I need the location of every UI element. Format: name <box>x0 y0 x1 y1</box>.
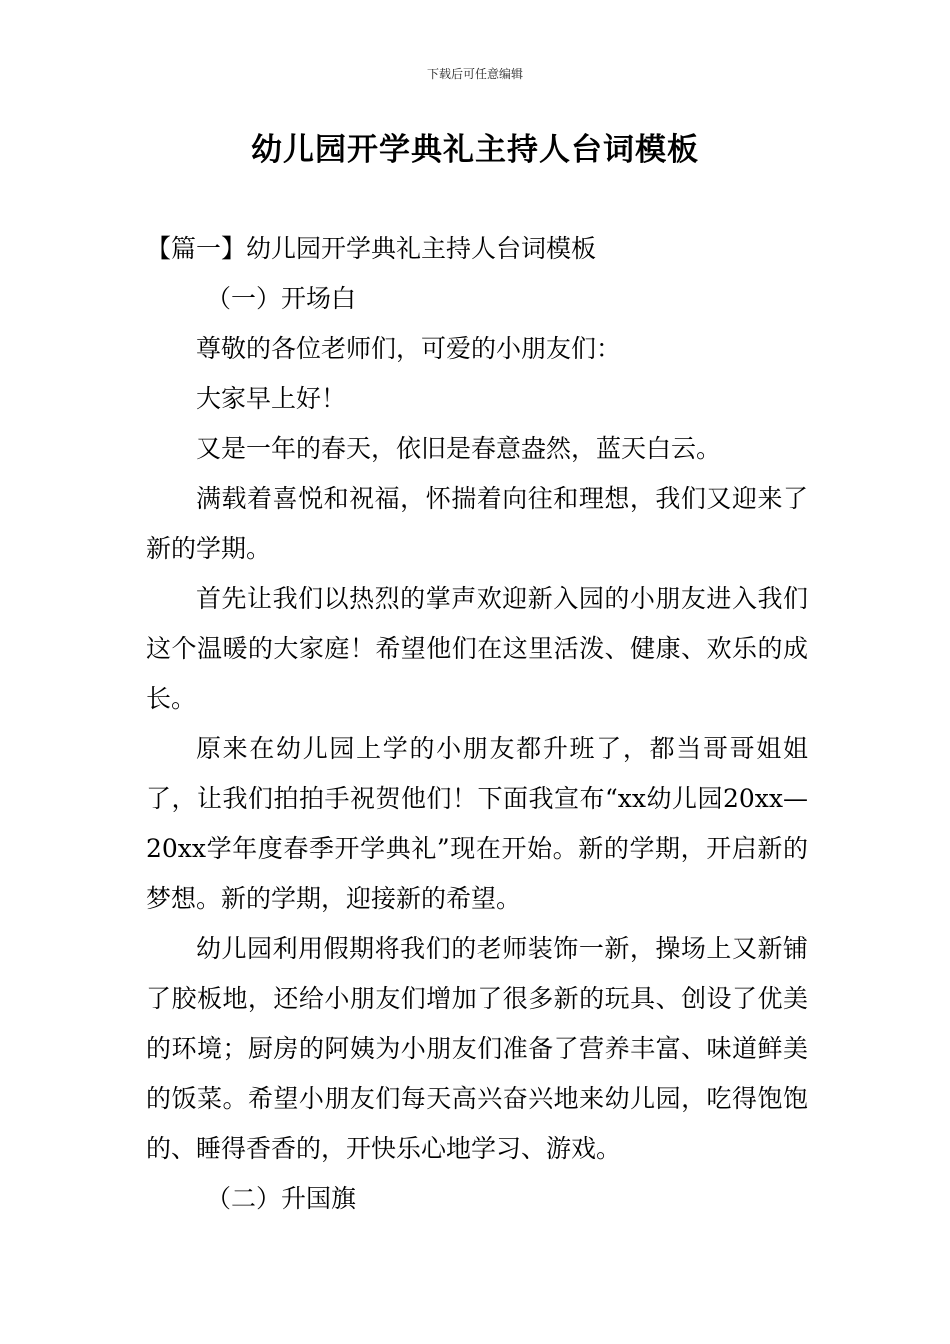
paragraph-spring: 又是一年的春天，依旧是春意盎然，蓝天白云。 <box>196 434 722 463</box>
section-heading-opening: （一）开场白 <box>206 284 357 313</box>
document-body <box>146 224 808 1224</box>
part-heading: 【篇一】幼儿园开学典礼主持人台词模板 <box>146 234 597 263</box>
header-note: 下载后可任意编辑 <box>426 67 523 81</box>
section-heading-flag: （二）升国旗 <box>206 1184 357 1213</box>
paragraph-announcement: 原来在幼儿园上学的小朋友都升班了，都当哥哥姐姐了，让我们拍拍手祝贺他们！下面我宣布“xx幼儿园20xx—20xx学年度春季开学典礼”现在开始。新的学期，开启新的梦想。新的学期，迎接新的希望。 <box>146 734 808 913</box>
paragraph-new-term: 满载着喜悦和祝福，怀揣着向往和理想，我们又迎来了新的学期。 <box>146 484 808 563</box>
paragraph-good-morning: 大家早上好！ <box>196 384 347 413</box>
document-title: 幼儿园开学典礼主持人台词模板 <box>251 132 699 168</box>
paragraph-environment: 幼儿园利用假期将我们的老师装饰一新，操场上又新铺了胶板地，还给小朋友们增加了很多新的玩具、创设了优美的环境；厨房的阿姨为小朋友们准备了营养丰富、味道鲜美的饭菜。希望小朋友们每天高兴奋兴地来幼儿园，吃得饱饱的、睡得香香的，开快乐心地学习、游戏。 <box>146 934 808 1163</box>
paragraph-greeting: 尊敬的各位老师们，可爱的小朋友们： <box>196 334 622 363</box>
paragraph-welcome: 首先让我们以热烈的掌声欢迎新入园的小朋友进入我们这个温暖的大家庭！希望他们在这里活泼、健康、欢乐的成长。 <box>146 584 808 713</box>
